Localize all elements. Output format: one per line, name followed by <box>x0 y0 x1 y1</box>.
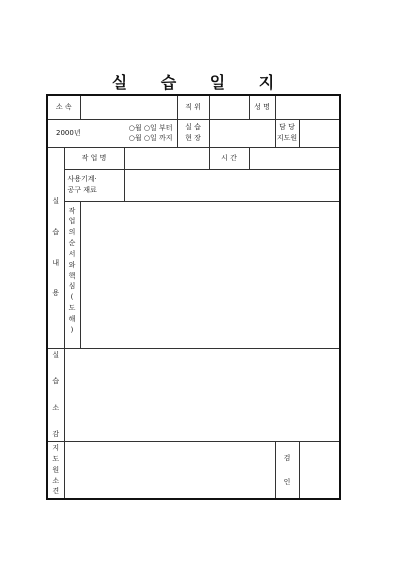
affiliation-value[interactable] <box>80 95 177 119</box>
time-label: 시 간 <box>209 147 249 169</box>
work-name-label: 작 업 명 <box>64 147 124 169</box>
equipment-label-line1: 사용기계· <box>67 174 97 183</box>
page-title: 실 습 일 지 <box>111 73 289 92</box>
year-label: 2000년 <box>56 129 81 137</box>
practice-content-label: 실 습 내 용 <box>47 147 64 348</box>
advisor-opinion-value[interactable] <box>64 441 275 499</box>
work-name-value[interactable] <box>124 147 209 169</box>
affiliation-label: 소 속 <box>47 95 80 119</box>
supervisor-label-bottom: 지도원 <box>276 134 298 142</box>
date-to: ○월 ○일 까지 <box>128 134 173 142</box>
supervisor-label-top: 담 당 <box>279 122 295 131</box>
date-from: ○월 ○일 부터 <box>128 123 173 132</box>
practice-log-form <box>46 94 341 500</box>
work-sequence-value[interactable] <box>80 201 340 348</box>
advisor-opinion-label: 지 도 원 소 견 <box>47 441 64 499</box>
position-value[interactable] <box>209 95 249 119</box>
impressions-value[interactable] <box>64 348 340 441</box>
work-sequence-label: 작 업 의 순 서 와 핵 심 ( 도 해 ) <box>64 201 80 348</box>
site-label-bottom: 현 장 <box>185 134 201 142</box>
approval-label: 검 인 <box>275 441 299 499</box>
equipment-value[interactable] <box>124 169 340 201</box>
equipment-label-line2: 공구 재료 <box>67 186 97 194</box>
name-value[interactable] <box>275 95 340 119</box>
name-label: 성 명 <box>249 95 275 119</box>
site-value[interactable] <box>209 119 275 147</box>
approval-stamp-box[interactable] <box>299 441 340 499</box>
site-label-top: 실 습 <box>185 122 201 131</box>
position-label: 직 위 <box>177 95 209 119</box>
supervisor-value[interactable] <box>299 119 340 147</box>
time-value[interactable] <box>249 147 340 169</box>
impressions-label: 실 습 소 감 <box>47 348 64 441</box>
